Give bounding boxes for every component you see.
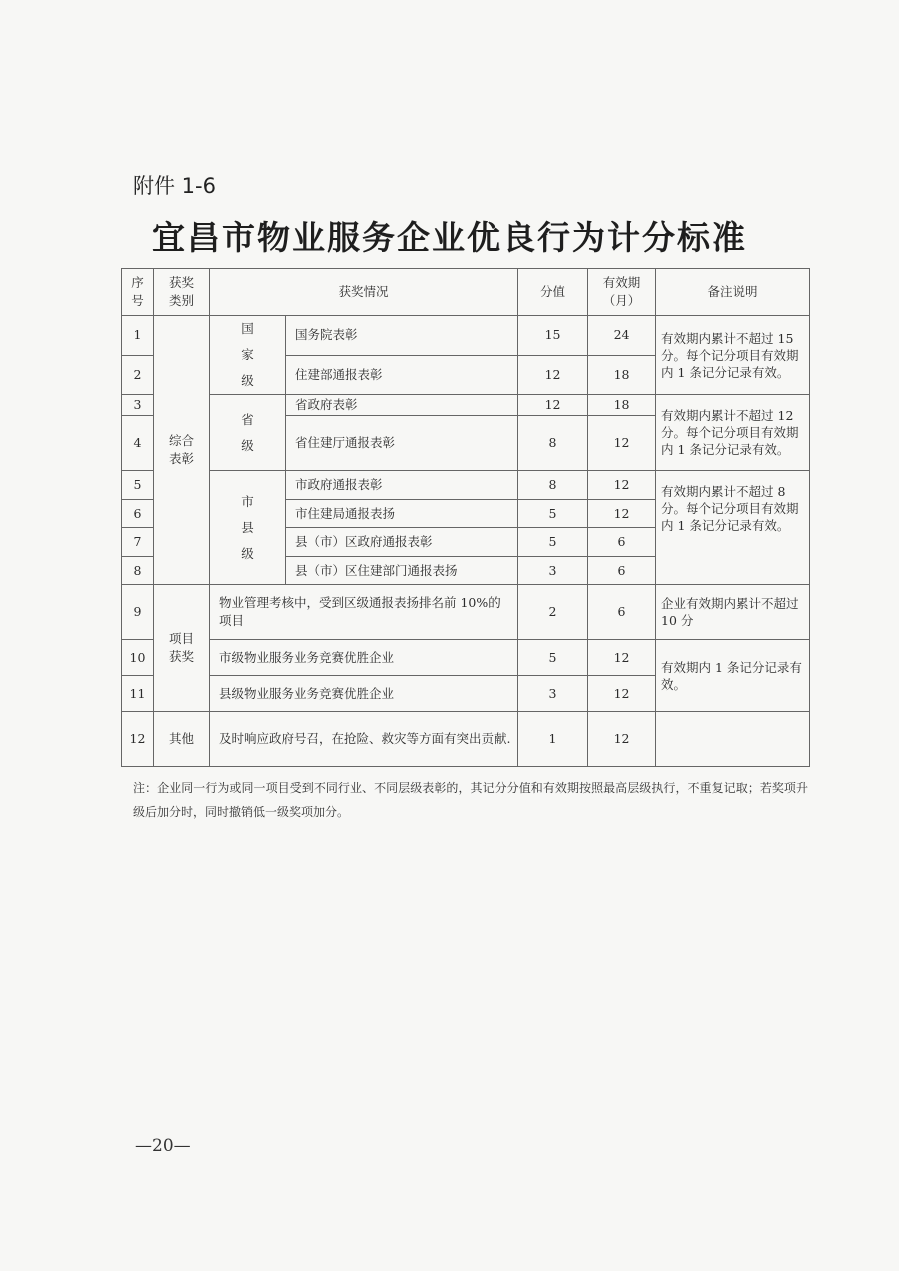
row-item: 县级物业服务业务竞赛优胜企业 — [210, 676, 518, 712]
level-city-county-char: 市 — [241, 493, 254, 509]
document-title: 宜昌市物业服务企业优良行为计分标准 — [152, 218, 747, 257]
row-no: 3 — [122, 395, 154, 416]
row-score: 3 — [518, 676, 588, 712]
row-no: 1 — [122, 316, 154, 356]
row-no: 8 — [122, 557, 154, 585]
row-item: 市级物业服务业务竞赛优胜企业 — [210, 640, 518, 676]
row-months: 18 — [588, 355, 656, 395]
category-project-line2: 获奖 — [168, 649, 194, 664]
row-item: 省住建厅通报表彰 — [286, 416, 518, 471]
row-months: 12 — [588, 640, 656, 676]
row-no: 7 — [122, 528, 154, 557]
level-national-char: 级 — [241, 373, 254, 388]
row-months: 6 — [588, 528, 656, 557]
row-score: 3 — [518, 557, 588, 585]
row-months: 12 — [588, 500, 656, 528]
header-no-line1: 序 — [131, 275, 144, 290]
header-validity-line1: 有效期 — [602, 275, 641, 290]
row-item: 市政府通报表彰 — [286, 471, 518, 500]
row-item: 及时响应政府号召，在抢险、救灾等方面有突出贡献. — [210, 712, 518, 767]
row-no: 11 — [122, 676, 154, 712]
category-other: 其他 — [154, 712, 210, 767]
row-months: 18 — [588, 395, 656, 416]
row-item: 省政府表彰 — [286, 395, 518, 416]
row-item: 县（市）区政府通报表彰 — [286, 528, 518, 557]
header-category — [154, 269, 210, 316]
row-months: 12 — [588, 712, 656, 767]
header-score: 分值 — [518, 269, 588, 316]
page-number: —20— — [135, 1136, 191, 1156]
level-provincial — [210, 395, 286, 471]
row-no: 9 — [122, 585, 154, 640]
header-category-line1: 获奖 — [168, 275, 194, 290]
row-score: 5 — [518, 528, 588, 557]
row-item: 住建部通报表彰 — [286, 355, 518, 395]
row-item: 市住建局通报表扬 — [286, 500, 518, 528]
row-score: 8 — [518, 416, 588, 471]
category-comprehensive-line1: 综合 — [168, 433, 194, 448]
level-national — [210, 316, 286, 395]
row-no: 4 — [122, 416, 154, 471]
header-remarks: 备注说明 — [656, 269, 810, 316]
remark-national: 有效期内累计不超过 15 分。每个记分项目有效期内 1 条记分记录有效。 — [656, 316, 810, 395]
row-no: 5 — [122, 471, 154, 500]
row-score: 5 — [518, 640, 588, 676]
category-comprehensive — [154, 316, 210, 585]
row-item: 县（市）区住建部门通报表扬 — [286, 557, 518, 585]
table-row — [122, 395, 810, 416]
row-no: 10 — [122, 640, 154, 676]
table-footnote: 注：企业同一行为或同一项目受到不同行业、不同层级表彰的，其记分分值和有效期按照最高层级执行，不重复记取；若奖项升级后加分时，同时撤销低一级奖项加分。 — [133, 781, 808, 819]
level-national-char: 国 — [241, 321, 254, 336]
table-row — [122, 640, 810, 676]
row-item: 物业管理考核中，受到区级通报表扬排名前 10%的项目 — [210, 585, 518, 640]
row-score: 1 — [518, 712, 588, 767]
row-item: 国务院表彰 — [286, 316, 518, 356]
table-row — [122, 471, 810, 500]
row-score: 12 — [518, 395, 588, 416]
header-category-line2: 类别 — [168, 293, 194, 308]
remark-provincial: 有效期内累计不超过 12 分。每个记分项目有效期内 1 条记分记录有效。 — [656, 395, 810, 471]
row-score: 15 — [518, 316, 588, 356]
row-no: 6 — [122, 500, 154, 528]
row-no: 12 — [122, 712, 154, 767]
row-no: 2 — [122, 355, 154, 395]
row-score: 12 — [518, 355, 588, 395]
level-provincial-char: 省 — [241, 411, 254, 427]
table-row — [122, 585, 810, 640]
row-score: 8 — [518, 471, 588, 500]
header-no — [122, 269, 154, 316]
category-comprehensive-line2: 表彰 — [168, 451, 194, 466]
row-months: 6 — [588, 557, 656, 585]
table-header-row — [122, 269, 810, 316]
header-no-line2: 号 — [131, 293, 144, 308]
header-situation: 获奖情况 — [210, 269, 518, 316]
level-national-char: 家 — [241, 347, 254, 362]
remark-other — [656, 712, 810, 767]
attachment-label: 附件 1-6 — [133, 174, 216, 198]
table-row — [122, 712, 810, 767]
row-months: 12 — [588, 416, 656, 471]
level-city-county-char: 级 — [241, 545, 254, 561]
level-city-county — [210, 471, 286, 585]
level-provincial-char: 级 — [241, 437, 254, 453]
category-project-line1: 项目 — [168, 631, 194, 646]
row-months: 12 — [588, 676, 656, 712]
remark-city-county: 有效期内累计不超过 8 分。每个记分项目有效期内 1 条记分记录有效。 — [656, 471, 810, 585]
header-validity-line2: （月） — [602, 293, 641, 308]
row-months: 6 — [588, 585, 656, 640]
row-months: 24 — [588, 316, 656, 356]
table-row — [122, 316, 810, 356]
row-months: 12 — [588, 471, 656, 500]
category-project — [154, 585, 210, 712]
level-city-county-char: 县 — [241, 519, 254, 535]
remark-project-district: 企业有效期内累计不超过 10 分 — [656, 585, 810, 640]
row-score: 2 — [518, 585, 588, 640]
remark-project-competition: 有效期内 1 条记分记录有效。 — [656, 640, 810, 712]
header-validity — [588, 269, 656, 316]
scoring-standard-table — [121, 268, 810, 767]
row-score: 5 — [518, 500, 588, 528]
